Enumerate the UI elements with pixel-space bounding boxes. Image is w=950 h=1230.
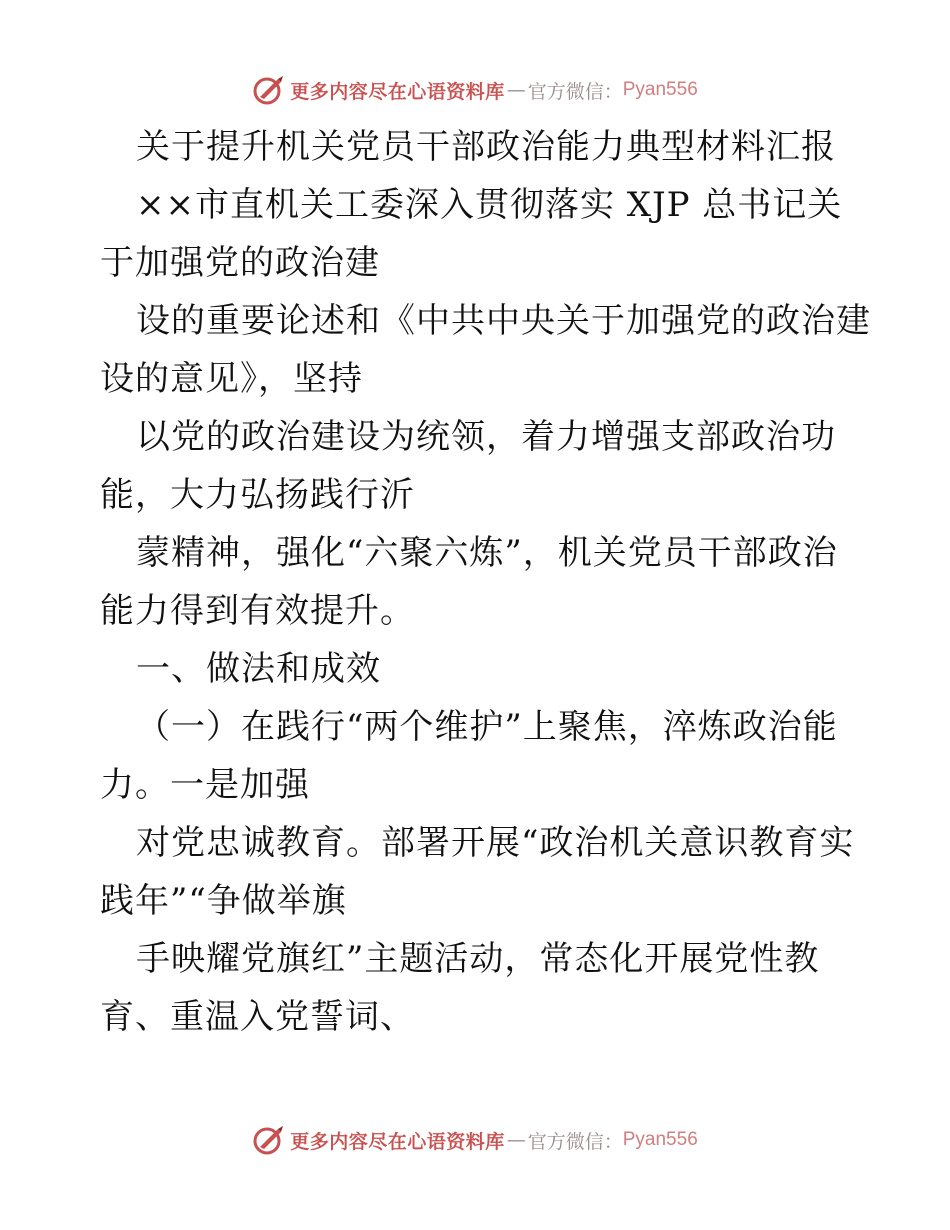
banner-wechat-id: Pyan556 xyxy=(622,79,698,100)
header-banner xyxy=(0,70,950,110)
banner-separator: — xyxy=(506,1129,526,1151)
paragraph-line: 践年”“争做举旗 xyxy=(100,881,347,921)
document-title: 关于提升机关党员干部政治能力典型材料汇报 xyxy=(136,127,836,167)
paragraph-line: 于加强党的政治建 xyxy=(100,243,380,283)
banner-wechat-label: 官方微信： xyxy=(527,80,623,103)
banner-wechat-id: Pyan556 xyxy=(622,1129,698,1150)
quill-circle-icon xyxy=(252,73,286,107)
paragraph-line: 育、重温入党誓词、 xyxy=(100,997,415,1037)
paragraph-line: 能，大力弘扬践行沂 xyxy=(100,475,415,515)
paragraph-line: 设的重要论述和《中共中央关于加强党的政治建 xyxy=(136,301,871,341)
paragraph-line: 力。一是加强 xyxy=(100,765,310,805)
paragraph-line: 对党忠诚教育。部署开展“政治机关意识教育实 xyxy=(136,823,855,863)
banner-brand-text: 更多内容尽在心语资料库 xyxy=(290,80,505,103)
section-heading: 一、做法和成效 xyxy=(136,649,381,689)
paragraph-line: 手映耀党旗红”主题活动，常态化开展党性教 xyxy=(136,939,820,979)
footer-banner xyxy=(0,1120,950,1160)
quill-circle-icon xyxy=(252,1123,286,1157)
paragraph-line: ××市直机关工委深入贯彻落实 XJP 总书记关 xyxy=(136,185,843,225)
paragraph-line: （一）在践行“两个维护”上聚焦，淬炼政治能 xyxy=(136,707,838,747)
banner-separator: — xyxy=(506,79,526,101)
document-body xyxy=(100,118,871,1046)
banner-brand-text: 更多内容尽在心语资料库 xyxy=(290,1130,505,1153)
paragraph-line: 能力得到有效提升。 xyxy=(100,591,415,631)
paragraph-line: 蒙精神，强化“六聚六炼”，机关党员干部政治 xyxy=(136,533,838,573)
paragraph-line: 设的意见》，坚持 xyxy=(100,359,363,399)
banner-wechat-label: 官方微信： xyxy=(527,1130,623,1153)
paragraph-line: 以党的政治建设为统领，着力增强支部政治功 xyxy=(136,417,836,457)
